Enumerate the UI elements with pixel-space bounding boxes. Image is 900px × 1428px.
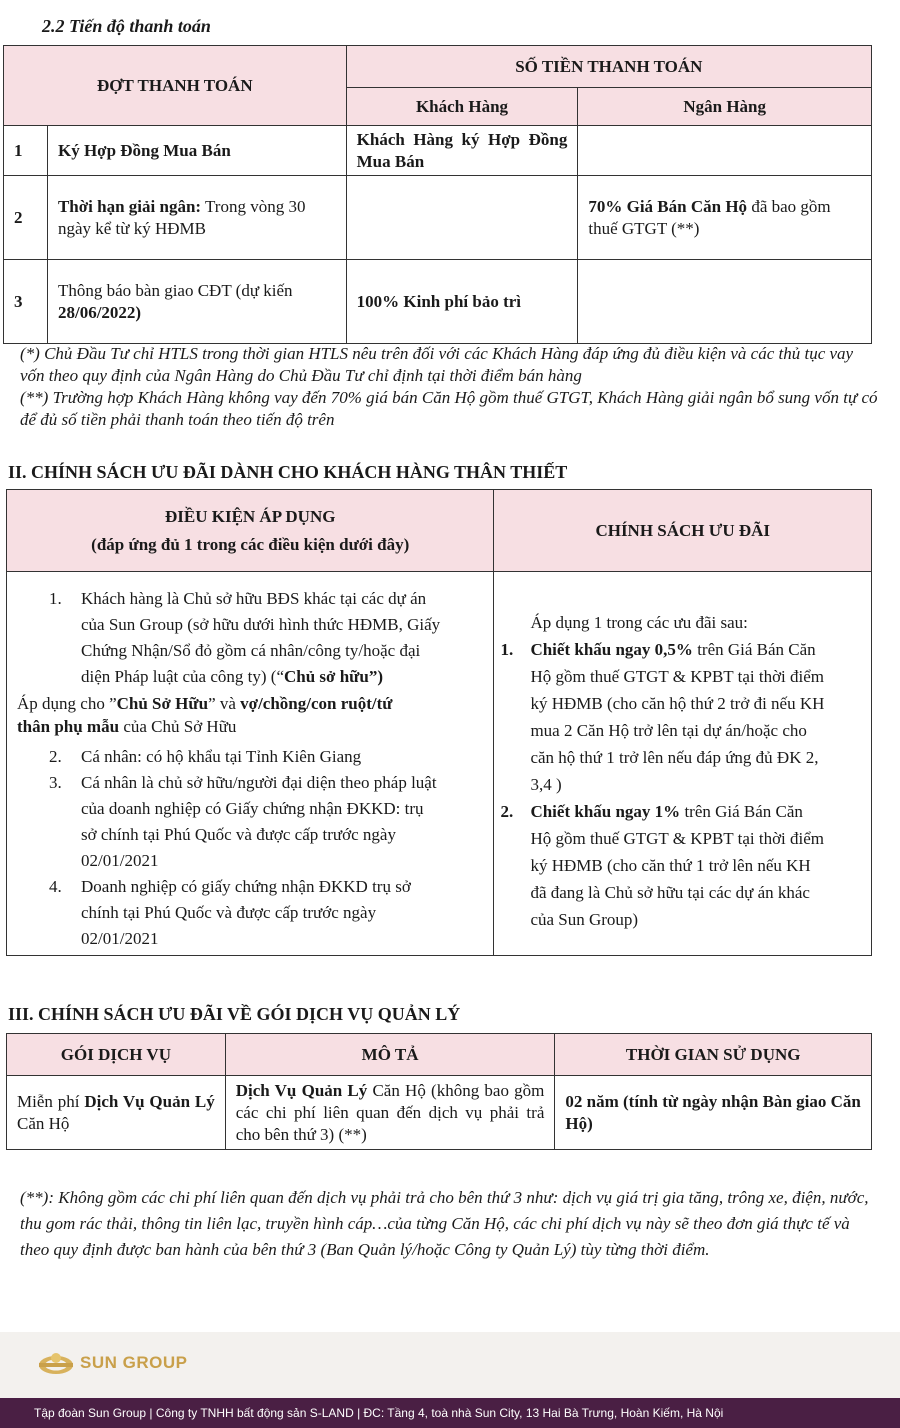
sun-logo-icon bbox=[36, 1349, 76, 1377]
description-bold: Dịch Vụ Quản Lý bbox=[235, 1080, 368, 1100]
note-service: (**): Không gồm các chi phí liên quan đến dịch vụ phải trả cho bên thứ 3 như: dịch vụ giá trị gia tăng, trông xe, điện, nước, thu gom rác thải, thông tin liên lạc, truyền hình cáp…của từng Căn Hộ, các chi phí dịch vụ này sẽ theo đơn giá thực tế và theo quy định được ban hành của bên thứ 3 (Ban Quản lý/hoặc Công ty Quản Lý) tùy từng thời điểm. bbox=[20, 1188, 869, 1259]
table-row bbox=[7, 1076, 872, 1150]
condition-line: 02/01/2021 bbox=[81, 851, 159, 870]
notes-table-1 bbox=[20, 343, 878, 431]
usage-time-cell: 02 năm (tính từ ngày nhận Bàn giao Căn Hộ) bbox=[555, 1076, 872, 1150]
condition-line: Doanh nghiệp có giấy chứng nhận ĐKKD trụ sở bbox=[81, 877, 411, 896]
row-number: 2 bbox=[4, 176, 48, 260]
management-service-table bbox=[6, 1033, 872, 1150]
section-2-2-title: 2.2 Tiến độ thanh toán bbox=[42, 16, 211, 36]
policy-line: đã đang là Chủ sở hữu tại các dự án khác bbox=[530, 883, 810, 902]
condition-line: Cá nhân: có hộ khẩu tại Tỉnh Kiên Giang bbox=[81, 747, 362, 766]
condition-line: 02/01/2021 bbox=[81, 929, 159, 948]
header-conditions bbox=[7, 490, 494, 572]
row-customer-amount: Khách Hàng ký Hợp Đồng Mua Bán bbox=[346, 126, 578, 176]
header-payment-amount: SỐ TIỀN THANH TOÁN bbox=[346, 46, 871, 88]
table-row bbox=[4, 176, 872, 260]
condition-bold: Chủ sở hữu”) bbox=[284, 667, 383, 686]
row-bank-text: đã bao gồm thuế GTGT (**) bbox=[588, 196, 831, 238]
note-1: (*) Chủ Đầu Tư chỉ HTLS trong thời gian HTLS nêu trên đối với các Khách Hàng đáp ứng đủ điều kiện và các thủ tục vay vốn theo quy định của Ngân Hàng do Chủ Đầu Tư chỉ định tại thời điểm bán hàng bbox=[20, 344, 854, 385]
policy-line: căn hộ thứ 1 trở lên nếu đáp ứng đủ ĐK 2, bbox=[530, 748, 819, 767]
section-3-title: III. CHÍNH SÁCH ƯU ĐÃI VỀ GÓI DỊCH VỤ QUẢN LÝ bbox=[8, 1004, 461, 1024]
policy-bold: Chiết khấu ngay 0,5% bbox=[530, 640, 693, 659]
condition-line: Chứng Nhận/Sổ đỏ gồm cá nhân/công ty/hoặc đại bbox=[81, 641, 421, 660]
row-description-text: Trong vòng 30 ngày kể từ ký HĐMB bbox=[57, 196, 306, 238]
policy-intro: Áp dụng 1 trong các ưu đãi sau: bbox=[530, 613, 748, 632]
header-payment-round: ĐỢT THANH TOÁN bbox=[4, 46, 347, 126]
condition-item bbox=[29, 770, 483, 874]
condition-line: Cá nhân là chủ sở hữu/người đại diện theo pháp luật bbox=[81, 773, 437, 792]
row-customer-amount: 100% Kinh phí bảo trì bbox=[346, 260, 578, 344]
condition-line: Khách hàng là Chủ sở hữu BĐS khác tại các dự án bbox=[81, 589, 427, 608]
policy-line: ký HĐMB (cho căn thứ 1 trở lên nếu KH bbox=[530, 856, 811, 875]
header-bank: Ngân Hàng bbox=[578, 88, 872, 126]
policy-line bbox=[530, 798, 824, 825]
condition-number: 2. bbox=[49, 747, 62, 766]
note-2: (**) Trường hợp Khách Hàng không vay đến 70% giá bán Căn Hộ gồm thuế GTGT, Khách Hàng giải ngân bổ sung vốn tự có để đủ số tiền phải thanh toán theo tiến độ trên bbox=[20, 388, 878, 429]
policy-line: của Sun Group) bbox=[530, 910, 639, 929]
policy-line bbox=[530, 636, 824, 663]
service-bold: Dịch Vụ Quản Lý bbox=[84, 1091, 215, 1111]
header-description: MÔ TẢ bbox=[225, 1034, 555, 1076]
row-description-bold: Thời hạn giải ngân: bbox=[57, 196, 202, 216]
row-description: Ký Hợp Đồng Mua Bán bbox=[47, 126, 346, 176]
condition-text: diện Pháp luật của công ty) (“ bbox=[81, 667, 284, 686]
service-package-cell bbox=[7, 1076, 226, 1150]
policy-line: mua 2 Căn Hộ trở lên tại dự án/hoặc cho bbox=[530, 721, 807, 740]
condition-item bbox=[29, 874, 483, 952]
footer-text: Tập đoàn Sun Group | Công ty TNHH bất động sản S-LAND | ĐC: Tầng 4, toà nhà Sun City, 13 Hai Bà Trưng, Hoàn Kiếm, Hà Nội bbox=[34, 1406, 724, 1420]
header-customer: Khách Hàng bbox=[346, 88, 578, 126]
header-conditions-title: ĐIỀU KIỆN ÁP DỤNG bbox=[164, 506, 336, 526]
header-service-package: GÓI DỊCH VỤ bbox=[7, 1034, 226, 1076]
apply-text: ” và bbox=[208, 694, 241, 713]
header-policy: CHÍNH SÁCH ƯU ĐÃI bbox=[494, 490, 872, 572]
policy-number: 2. bbox=[500, 802, 514, 821]
condition-item bbox=[29, 744, 483, 770]
condition-line: của Sun Group (sở hữu dưới hình thức HĐMB, Giấy bbox=[81, 615, 441, 634]
apply-text: của Chủ Sở Hữu bbox=[119, 717, 237, 736]
condition-number: 3. bbox=[49, 773, 62, 792]
policy-line: Hộ gồm thuế GTGT & KPBT tại thời điểm bbox=[530, 667, 825, 686]
policy-cell bbox=[494, 572, 872, 956]
policy-line: ký HĐMB (cho căn hộ thứ 2 trở đi nếu KH bbox=[530, 694, 825, 713]
row-description bbox=[47, 260, 346, 344]
row-description-bold: 28/06/2022) bbox=[57, 302, 142, 322]
policy-line: Hộ gồm thuế GTGT & KPBT tại thời điểm bbox=[530, 829, 825, 848]
policy-number: 1. bbox=[500, 640, 514, 659]
payment-schedule-table bbox=[3, 45, 872, 344]
loyalty-policy-table bbox=[6, 489, 872, 956]
row-description-text: Thông báo bàn giao CĐT (dự kiến bbox=[57, 280, 293, 300]
table-row bbox=[4, 260, 872, 344]
description-text: Căn Hộ (không bao gồm các chi phí liên quan đến dịch vụ phải trả cho bên thứ 3) (**) bbox=[235, 1080, 545, 1144]
logo-text: SUN GROUP bbox=[80, 1353, 188, 1372]
row-bank-amount bbox=[578, 126, 872, 176]
row-bank-amount bbox=[578, 260, 872, 344]
condition-line bbox=[81, 664, 440, 690]
header-conditions-subtitle: (đáp ứng đủ 1 trong các điều kiện dưới đây) bbox=[91, 534, 410, 554]
policy-line: 3,4 ) bbox=[530, 775, 562, 794]
row-bank-bold: 70% Giá Bán Căn Hộ bbox=[588, 196, 748, 216]
row-customer-amount bbox=[346, 176, 578, 260]
service-text: Căn Hộ bbox=[17, 1113, 70, 1133]
table-row bbox=[4, 126, 872, 176]
policy-item bbox=[500, 636, 861, 798]
apply-bold: thân phụ mẫu bbox=[17, 717, 120, 736]
footer-bar bbox=[0, 1398, 900, 1428]
apply-scope bbox=[17, 692, 483, 738]
condition-number: 4. bbox=[49, 877, 62, 896]
section-2-title: II. CHÍNH SÁCH ƯU ĐÃI DÀNH CHO KHÁCH HÀNG THÂN THIẾT bbox=[8, 462, 568, 482]
row-number: 3 bbox=[4, 260, 48, 344]
policy-text: trên Giá Bán Căn bbox=[680, 802, 803, 821]
row-description bbox=[47, 176, 346, 260]
row-number: 1 bbox=[4, 126, 48, 176]
condition-item bbox=[29, 586, 483, 690]
condition-line: sở chính tại Phú Quốc và được cấp trước ngày bbox=[81, 825, 396, 844]
header-usage-time: THỜI GIAN SỬ DỤNG bbox=[555, 1034, 872, 1076]
policy-text: trên Giá Bán Căn bbox=[692, 640, 816, 659]
sun-group-logo bbox=[36, 1348, 187, 1378]
policy-item bbox=[500, 798, 861, 933]
condition-line: chính tại Phú Quốc và được cấp trước ngày bbox=[81, 903, 377, 922]
row-bank-amount bbox=[578, 176, 872, 260]
apply-text: Áp dụng cho ” bbox=[17, 694, 117, 713]
apply-bold: vợ/chồng/con ruột/tứ bbox=[240, 694, 393, 713]
apply-bold: Chủ Sở Hữu bbox=[116, 694, 209, 713]
policy-bold: Chiết khấu ngay 1% bbox=[530, 802, 681, 821]
condition-line: của doanh nghiệp có Giấy chứng nhận ĐKKD: trụ bbox=[81, 799, 424, 818]
description-cell bbox=[225, 1076, 555, 1150]
service-text: Miễn phí bbox=[17, 1091, 85, 1111]
conditions-cell bbox=[7, 572, 494, 956]
condition-number: 1. bbox=[49, 589, 62, 608]
